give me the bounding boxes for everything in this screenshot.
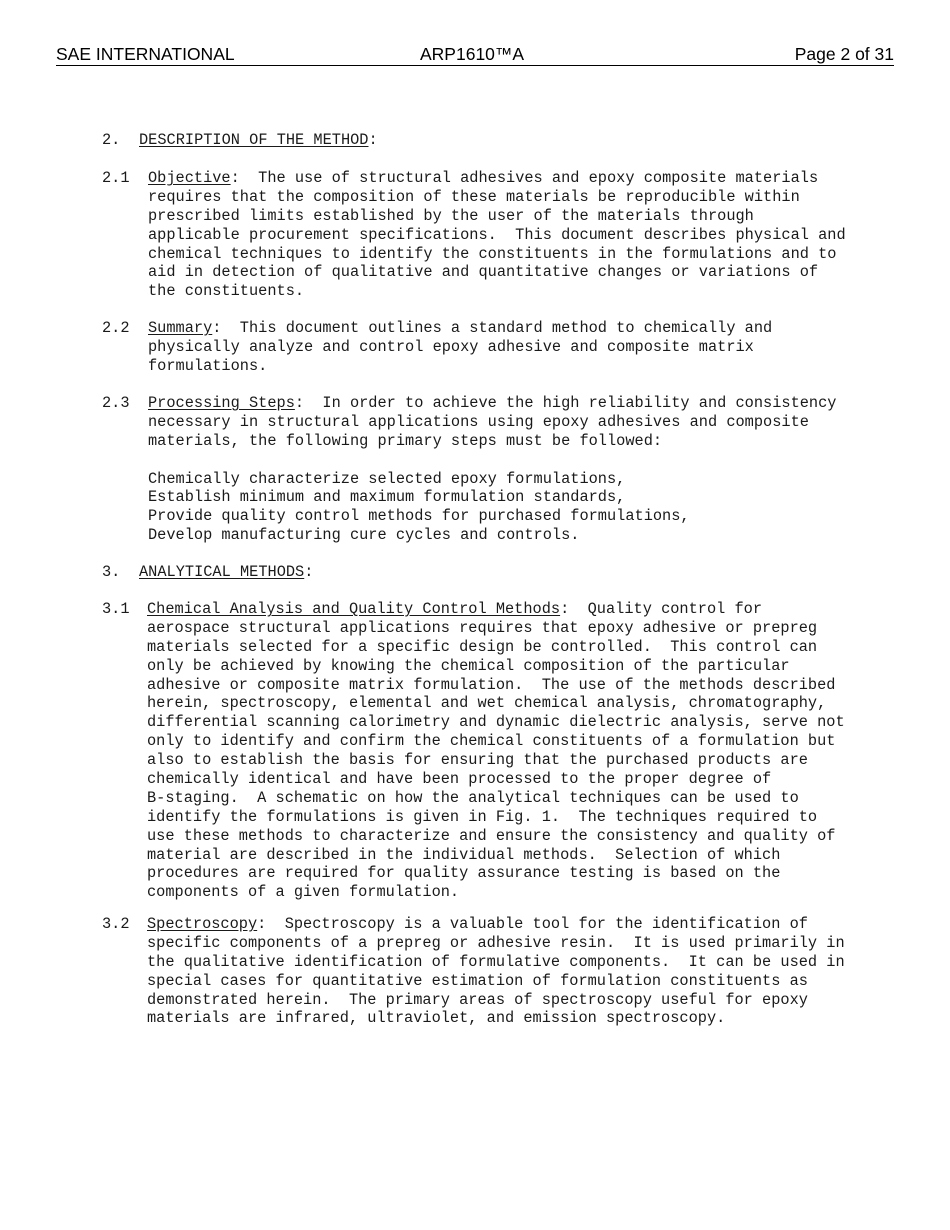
paragraph-line: also to establish the basis for ensuring that the purchased products are xyxy=(147,751,808,770)
paragraph-line: materials are infrared, ultraviolet, and emission spectroscopy. xyxy=(147,1009,726,1028)
page-header xyxy=(56,44,894,66)
paragraph-line: formulations. xyxy=(148,356,268,375)
paragraph-line: physically analyze and control epoxy adhesive and composite matrix xyxy=(148,337,754,356)
paragraph-line: prescribed limits established by the user of the materials through xyxy=(148,206,754,225)
section-term: Processing Steps xyxy=(148,394,295,412)
paragraph-line: B-staging. A schematic on how the analytical techniques can be used to xyxy=(147,788,799,807)
paragraph-line: chemically identical and have been processed to the proper degree of xyxy=(147,770,772,789)
paragraph-line: only be achieved by knowing the chemical composition of the particular xyxy=(147,656,790,675)
header-document-id: ARP1610™A xyxy=(420,44,525,64)
paragraph-line: demonstrated herein. The primary areas of spectroscopy useful for epoxy xyxy=(147,990,808,1009)
section-term: Chemical Analysis and Quality Control Methods xyxy=(147,600,561,618)
section-number: 3.1 xyxy=(102,600,130,618)
heading-colon: : xyxy=(368,131,378,149)
heading-colon: : xyxy=(304,563,314,581)
section-number: 2.3 xyxy=(102,394,130,412)
paragraph-line: the constituents. xyxy=(148,282,305,301)
step-item: Develop manufacturing cure cycles and controls. xyxy=(148,526,580,545)
paragraph-first-line: : This document outlines a standard method to chemically and xyxy=(212,319,773,337)
paragraph-first-line: : In order to achieve the high reliability and consistency xyxy=(294,394,837,412)
paragraph-line: aerospace structural applications requires that epoxy adhesive or prepreg xyxy=(147,618,818,637)
section-term: Spectroscopy xyxy=(147,915,258,933)
step-item: Provide quality control methods for purchased formulations, xyxy=(148,507,690,526)
paragraph-line: use these methods to characterize and ensure the consistency and quality of xyxy=(147,826,836,845)
section-number: 2.1 xyxy=(102,169,130,187)
paragraph-first-line: : The use of structural adhesives and epoxy composite materials xyxy=(230,169,819,187)
paragraph-line: herein, spectroscopy, elemental and wet chemical analysis, chromatography, xyxy=(147,694,827,713)
paragraph-line: materials, the following primary steps must be followed: xyxy=(148,431,663,450)
paragraph-line: identify the formulations is given in Fig. 1. The techniques required to xyxy=(147,807,818,826)
paragraph-line: the qualitative identification of formulative components. It can be used in xyxy=(147,952,845,971)
paragraph-line: differential scanning calorimetry and dynamic dielectric analysis, serve not xyxy=(147,713,845,732)
paragraph-line: applicable procurement specifications. This document describes physical and xyxy=(148,225,846,244)
paragraph-line: chemical techniques to identify the constituents in the formulations and to xyxy=(148,244,837,263)
section-number: 3.2 xyxy=(102,915,130,933)
step-item: Establish minimum and maximum formulation standards, xyxy=(148,488,626,507)
section-title: DESCRIPTION OF THE METHOD xyxy=(139,131,369,149)
section-number: 3. xyxy=(102,563,121,581)
paragraph-line: procedures are required for quality assurance testing is based on the xyxy=(147,864,781,883)
header-page-number: Page 2 of 31 xyxy=(794,44,894,64)
paragraph-line: requires that the composition of these materials be reproducible within xyxy=(148,187,800,206)
paragraph-line: aid in detection of qualitative and quantitative changes or variations of xyxy=(148,263,819,282)
section-number: 2. xyxy=(102,131,121,149)
section-title: ANALYTICAL METHODS xyxy=(139,563,305,581)
step-item: Chemically characterize selected epoxy formulations, xyxy=(148,469,626,488)
section-term: Objective xyxy=(148,169,231,187)
section-term: Summary xyxy=(148,319,213,337)
paragraph-line: necessary in structural applications using epoxy adhesives and composite xyxy=(148,412,809,431)
paragraph-line: material are described in the individual methods. Selection of which xyxy=(147,845,781,864)
header-publisher: SAE INTERNATIONAL xyxy=(56,44,235,64)
paragraph-line: materials selected for a specific design be controlled. This control can xyxy=(147,637,818,656)
paragraph-line: specific components of a prepreg or adhesive resin. It is used primarily in xyxy=(147,933,845,952)
paragraph-line: only to identify and confirm the chemical constituents of a formulation but xyxy=(147,732,836,751)
paragraph-first-line: : Spectroscopy is a valuable tool for the identification of xyxy=(257,915,808,933)
paragraph-line: special cases for quantitative estimation of formulation constituents as xyxy=(147,971,808,990)
section-number: 2.2 xyxy=(102,319,130,337)
paragraph-line: adhesive or composite matrix formulation. The use of the methods described xyxy=(147,675,836,694)
paragraph-line: components of a given formulation. xyxy=(147,883,460,902)
paragraph-first-line: : Quality control for xyxy=(560,600,763,618)
